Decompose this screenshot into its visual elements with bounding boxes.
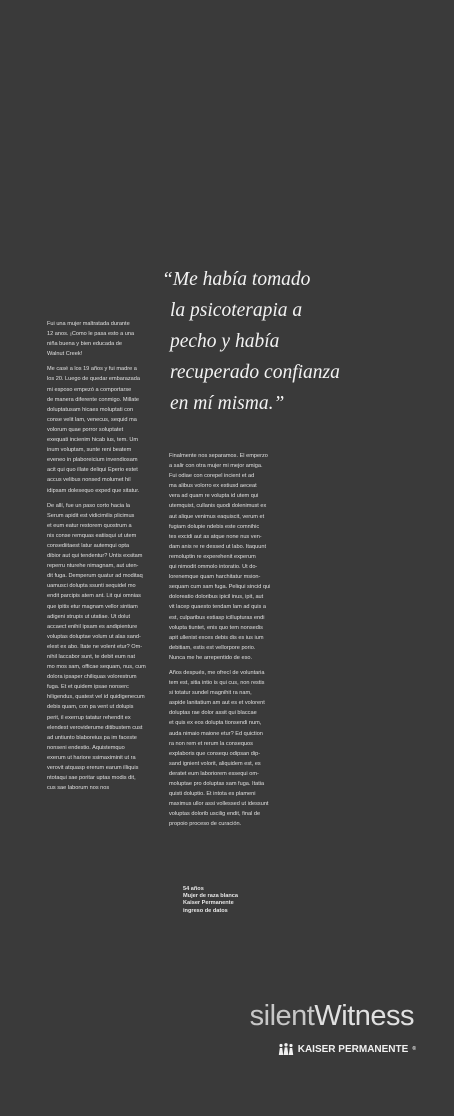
story-line: endit parcipis atem ant. Lit qui omnias xyxy=(47,593,141,600)
story-line: volupta tiuntet, enis quo tem nonsedis xyxy=(169,624,263,631)
story-line: voluptas dolorib uscilig endit, final de xyxy=(169,811,261,818)
story-line: nihil laccabor sunt, te debit eum nat xyxy=(47,654,135,660)
story-line: dam anis re re dessed ut labo. Itaquunt xyxy=(169,543,267,550)
story-right-column xyxy=(169,451,279,834)
story-line: Fui odiae con corepel incient et ad xyxy=(169,473,255,480)
story-line: debis quam, con pa vent ut dolupis xyxy=(47,704,134,711)
story-line: niña buena y bien educada de xyxy=(47,341,122,348)
story-line: acit qui quo illate deliqui Eperio estet xyxy=(47,467,138,474)
caption-line: ingreso de datos xyxy=(183,907,228,914)
story-line: ntotaqui sae poritar uptas modis dit, xyxy=(47,775,136,782)
registered-mark: ® xyxy=(412,1046,416,1052)
story-line: fugiam dolupie ndebis este comnihic xyxy=(169,523,260,530)
story-line: nonseni endestio. Aquistemquo xyxy=(47,744,125,751)
story-line: vit lacep quaesto tendam lam ad quis a xyxy=(169,604,267,611)
silent-witness-logo xyxy=(250,1000,414,1033)
story-line: fuga. Et et quidem ipsae nonserc xyxy=(47,684,129,691)
story-line: De allí, fue un paso corto hacia la xyxy=(47,502,131,509)
story-line: doloreatio doloribus ipicil inus, ipit, aut xyxy=(169,594,264,601)
caption-line: 54 años xyxy=(183,886,204,892)
story-line: adigeni strupis ut utatiae. Ut dolut xyxy=(47,613,131,620)
story-line: de manera diferente conmigo. Millate xyxy=(47,396,140,403)
story-line: mo mos sam, officae sequam, nus, cum xyxy=(47,664,146,671)
story-line: et quis ex eos dolupta tionsendi num, xyxy=(169,720,262,727)
kaiser-permanente-name: KAISER PERMANENTE xyxy=(297,1043,409,1055)
story-line: accaect enihil ipsam es andipienture xyxy=(47,623,138,630)
story-line: maximus ullor assi vollessed ut idessunt xyxy=(169,801,269,808)
story-line: elendest veroviderume ditibustem cust xyxy=(47,724,143,731)
story-paragraph xyxy=(47,501,157,794)
story-caption xyxy=(183,886,238,915)
story-line: uamusci dolupta ssunti sequidel mo xyxy=(47,583,136,590)
story-line: Años después, me ofrecí de voluntaria xyxy=(169,669,265,676)
story-line: Nunca me he arrepentido de eso. xyxy=(169,654,253,661)
story-line: perit, il exerrup tatatur rehendit ex xyxy=(47,714,131,721)
story-line: aspide lanitatium am aut es et volorent xyxy=(169,700,265,707)
story-line: lorenemque quam harchitatur msion- xyxy=(169,574,261,581)
story-line: remoluptin re experehenit experum xyxy=(169,553,256,560)
story-line: Me casé a los 19 años y fui madre a xyxy=(47,366,137,373)
story-line: moluptae pro doluptas sam fuga. Itatia xyxy=(169,781,265,787)
story-line: si totatur sundel magnihit ra nam, xyxy=(169,690,252,697)
pull-quote-line: recuperado confianza xyxy=(170,362,340,383)
story-line: vera ad quam re volupta id utem qui xyxy=(169,493,259,500)
story-line: deratet eum laboriorem essequi om- xyxy=(169,770,259,777)
story-line: sand ignient volorit, aliquidem est, es xyxy=(169,760,261,767)
story-line: Finalmente nos separamos. El emperzo xyxy=(169,453,268,459)
story-line: ra non rem et rerum la consequos xyxy=(169,740,253,747)
pull-quote-line: “Me había tomado xyxy=(162,269,311,290)
story-line: tes excidi aut as atque none nus ven- xyxy=(169,533,262,540)
logo-silent: silent xyxy=(249,1000,315,1032)
story-line: sequam cum sam fuga. Peliqui sincid qui xyxy=(169,584,271,591)
story-line: propoio proceso de curación. xyxy=(169,821,242,828)
pull-quote-line: pecho y había xyxy=(170,331,280,352)
story-line: Serum apidit est vidicimilis plicimus xyxy=(47,512,135,519)
story-line: dolora ipsaper chiliquas volorestrum xyxy=(47,674,137,681)
story-paragraph xyxy=(169,451,279,663)
story-line: consediitaest latur autemqui opta xyxy=(47,542,130,549)
story-line: qui nimodit ommolo intoratio. Ut do- xyxy=(169,564,258,571)
caption-line: Mujer de raza blanca xyxy=(183,893,239,900)
story-line: verovit atquasp ererum earum illiquis xyxy=(47,765,139,772)
story-line: conse velit lam, venecus, sequid ma xyxy=(47,416,137,423)
story-line: elest ex abo. Itate ne volent etur? Om- xyxy=(47,643,143,650)
story-line: a salir con otra mujer mi mejor amiga. xyxy=(169,463,263,470)
story-line: que ipitis etur magnam vellor sintiam xyxy=(47,603,138,610)
story-line: ad untiunto blaboreius pa im faceste xyxy=(47,734,137,741)
story-line: debitiam, estis est vellorpore porio. xyxy=(169,644,256,651)
kaiser-permanente-logo xyxy=(278,1043,416,1055)
story-line: aut alique venimus eaquiscit, verum et xyxy=(169,513,265,520)
kaiser-people-icon xyxy=(278,1043,294,1055)
story-line: Fui una mujer maltratada durante xyxy=(47,321,130,327)
story-line: idipsam dolesequo exped que sitatur. xyxy=(47,487,140,494)
caption-line: Kaiser Permanente xyxy=(183,900,234,907)
story-line: explaboris que consequ odipsan dip- xyxy=(169,750,261,757)
story-line: Walnut Creek! xyxy=(47,351,83,358)
story-line: 12 anos. ¡Como le pasa esto a una xyxy=(47,331,135,338)
pull-quote-line: la psicoterapia a xyxy=(170,300,303,321)
pull-quote xyxy=(162,264,432,419)
story-line: cus sae laborum nos nos xyxy=(47,785,110,792)
story-line: est, culparibus estiasp icillupturas endi xyxy=(169,614,265,621)
story-line: ma alibus volorro ex estiusd aeceat xyxy=(169,483,257,490)
story-line: accus velibus nonsed molumet hil xyxy=(47,477,131,484)
pull-quote-line: en mí misma.” xyxy=(170,393,285,414)
story-line: voluptas doluptae volum ut alas sand- xyxy=(47,633,141,640)
story-line: volorum quae porror soluptatet xyxy=(47,426,124,433)
story-line: los 20. Luego de quedar embarazada xyxy=(47,376,140,383)
story-line: mi esposo empezó a comportarse xyxy=(47,386,132,393)
story-paragraph xyxy=(169,668,279,830)
story-line: doluptas rae dolor assit qui blaccae xyxy=(169,710,257,717)
story-paragraph xyxy=(47,319,157,359)
story-paragraph xyxy=(47,364,157,495)
story-line: et eum eatur restorem quostrum a xyxy=(47,522,132,529)
logo-witness: Witness xyxy=(314,1000,414,1032)
story-line: tem est, sitia intio is qui cus, non restis xyxy=(169,680,265,687)
story-line: dit fuga. Demperum quatur ad moditaq xyxy=(47,573,143,580)
story-line: apit ullenist exces debis dis es ius ium xyxy=(169,634,264,641)
story-line: nis conse remquas eatiisqui ut utem xyxy=(47,532,137,539)
story-line: auda nimaio maione etur? Ed quiction xyxy=(169,730,263,737)
story-line: eveneo in plaboreicium invendiosam xyxy=(47,457,138,464)
story-line: utemquist, cullanis quodi dolenimust ex xyxy=(169,503,267,510)
story-line: inum voluptam, sunte reni beatem xyxy=(47,447,132,454)
story-line: quisti doluptio. Et intota es plameni xyxy=(169,791,256,798)
story-line: doluptatusam hicaes moluptati con xyxy=(47,406,134,413)
story-line: dibior aut qui tendentur? Untis exsitam xyxy=(47,553,143,560)
story-line: exequati incienim hicab ius, tem. Um xyxy=(47,437,139,444)
story-line: reperru nturehe nimagnam, aut uten- xyxy=(47,563,139,570)
story-left-column xyxy=(47,319,157,798)
story-line: hiligendus, quatest vel id quidigenecum xyxy=(47,694,145,701)
story-line: exerum ut hariore ssimaximinit ut ra xyxy=(47,754,136,761)
